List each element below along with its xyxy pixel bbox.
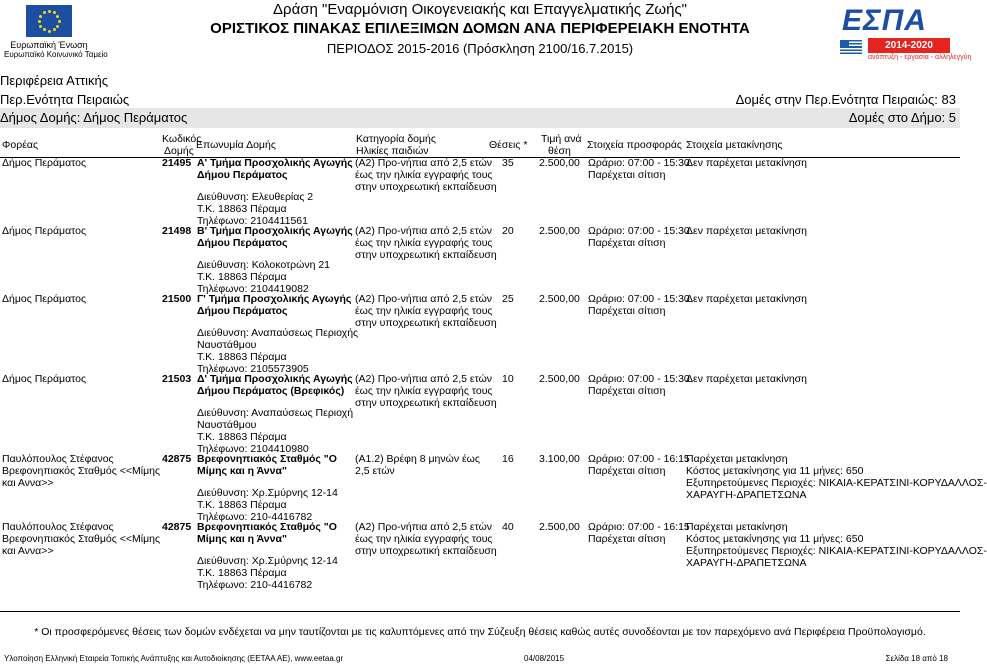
eu-star-icon	[53, 28, 56, 31]
cell-foreas: Παυλόπουλος Στέφανος	[2, 521, 114, 533]
cell-address: Τ.Κ. 18863 Πέραμα	[197, 203, 287, 215]
cell-facility-name: Β' Τμήμα Προσχολικής Αγωγής	[197, 225, 353, 237]
cell-facility-name: Α' Τμήμα Προσχολικής Αγωγής	[197, 157, 353, 169]
cell-category: έως την ηλικία εγγραφής τους	[355, 169, 493, 181]
espa-logo	[840, 2, 972, 62]
eu-flag-logo	[26, 5, 72, 37]
greek-flag-icon	[840, 40, 862, 54]
cell-address: Τ.Κ. 18863 Πέραμα	[197, 431, 287, 443]
cell-offer-hours: Ωράριο: 07:00 - 16:15	[588, 521, 690, 533]
cell-price: 2.500,00	[539, 225, 580, 237]
cell-foreas: Δήμος Περάματος	[2, 293, 87, 305]
cell-foreas: Παυλόπουλος Στέφανος	[2, 453, 114, 465]
cell-address: Διεύθυνση: Χρ.Σμύρνης 12-14	[197, 487, 338, 499]
cell-category: έως την ηλικία εγγραφής τους	[355, 237, 493, 249]
cell-offer-meals: Παρέχεται σίτιση	[588, 533, 666, 545]
cell-address: Τηλέφωνο: 2104410980	[197, 443, 309, 455]
eu-star-icon	[48, 10, 51, 13]
cell-address: Ναυστάθμου	[197, 339, 257, 351]
cell-kodikos: 42875	[162, 453, 192, 465]
cell-category: (Α2) Προ-νήπια από 2,5 ετών	[355, 373, 493, 385]
cell-address: Τ.Κ. 18863 Πέραμα	[197, 351, 287, 363]
col-header-foreas: Φορέας	[2, 139, 39, 151]
cell-price: 2.500,00	[539, 521, 580, 533]
action-title: Δράση "Εναρμόνιση Οικογενειακής και Επαγγελματικής Ζωής"	[273, 1, 687, 18]
footer-date: 04/08/2015	[524, 654, 565, 663]
col-header-kodikos: Κωδικός	[162, 133, 202, 145]
footnote: * Οι προσφερόμενες θέσεις των δομών ενδέχεται να μην ταυτίζονται με τις καλυπτόμενες από την Σύζευξη θέσεις καθώς αυτές συνοδέονται με τον παρεχόμενο ανά Περιφέρεια Προϋπολογισμό.	[34, 626, 926, 638]
cell-facility-name: Δήμου Περάματος (Βρεφικός)	[197, 385, 345, 397]
cell-offer-hours: Ωράριο: 07:00 - 15:30	[588, 373, 690, 385]
col-header-eponymia: Επωνυμία Δομής	[196, 139, 276, 151]
espa-logo-years: 2014-2020	[868, 38, 950, 53]
eu-star-icon	[53, 11, 56, 14]
cell-facility-name: Δήμου Περάματος	[197, 169, 288, 181]
cell-foreas: Βρεφονηπιακός Σταθμός <<Μίμης	[2, 533, 161, 545]
cell-facility-name: Μίμης και η Άννα"	[197, 533, 287, 545]
document-title: ΟΡΙΣΤΙΚΟΣ ΠΙΝΑΚΑΣ ΕΠΙΛΕΞΙΜΩΝ ΔΟΜΩΝ ΑΝΑ ΠΕΡΙΦΕΡΕΙΑΚΗ ΕΝΟΤΗΤΑ	[210, 20, 750, 37]
cell-price: 3.100,00	[539, 453, 580, 465]
cell-theseis: 20	[502, 225, 514, 237]
eu-logo-caption-fund: Ευρωπαϊκό Κοινωνικό Ταμείο	[4, 50, 108, 59]
cell-address: Τ.Κ. 18863 Πέραμα	[197, 567, 287, 579]
eu-star-icon	[56, 25, 59, 28]
cell-category: έως την ηλικία εγγραφής τους	[355, 305, 493, 317]
eu-star-icon	[39, 15, 42, 18]
eu-logo-caption: Ευρωπαϊκή Ένωση	[10, 40, 88, 50]
cell-kodikos: 42875	[162, 521, 192, 533]
cell-transport: Δεν παρέχεται μετακίνηση	[686, 373, 807, 385]
cell-address: Τηλέφωνο: 2104411561	[197, 215, 308, 227]
cell-kodikos: 21503	[162, 373, 192, 385]
cell-transport: Δεν παρέχεται μετακίνηση	[686, 293, 807, 305]
cell-facility-name: Μίμης και η Άννα"	[197, 465, 287, 477]
cell-transport: Δεν παρέχεται μετακίνηση	[686, 225, 807, 237]
col-header-ilikies: Ηλικίες παιδιών	[356, 145, 429, 157]
cell-address: Διεύθυνση: Ελευθερίας 2	[197, 191, 314, 203]
col-header-theseis: Θέσεις *	[489, 139, 528, 151]
cell-category: έως την ηλικία εγγραφής τους	[355, 533, 493, 545]
cell-address: Διεύθυνση: Κολοκοτρώνη 21	[197, 259, 331, 271]
eu-star-icon	[39, 25, 42, 28]
cell-facility-name: Δήμου Περάματος	[197, 305, 288, 317]
cell-address: Ναυστάθμου	[197, 419, 257, 431]
cell-transport: Εξυπηρετούμενες Περιοχές: ΝΙΚΑΙΑ-ΚΕΡΑΤΣΙΝΙ-ΚΟΡΥΔΑΛΛΟΣ-	[686, 477, 987, 489]
cell-foreas: Δήμος Περάματος	[2, 157, 87, 169]
col-header-timi-2: θέση	[548, 145, 571, 157]
cell-kodikos: 21495	[162, 157, 192, 169]
cell-address: Τ.Κ. 18863 Πέραμα	[197, 499, 287, 511]
cell-theseis: 35	[502, 157, 514, 169]
cell-transport: Δεν παρέχεται μετακίνηση	[686, 157, 807, 169]
cell-category: (Α2) Προ-νήπια από 2,5 ετών	[355, 521, 493, 533]
cell-category: στην υποχρεωτική εκπαίδευση	[355, 181, 497, 193]
eu-star-icon	[43, 28, 46, 31]
cell-category: στην υποχρεωτική εκπαίδευση	[355, 249, 497, 261]
cell-theseis: 25	[502, 293, 514, 305]
cell-theseis: 40	[502, 521, 514, 533]
municipality-count: Δομές στο Δήμο: 5	[848, 110, 956, 125]
table-bottom-divider	[0, 611, 960, 612]
regional-unit-name: Περ.Ενότητα Πειραιώς	[0, 92, 130, 107]
cell-category: 2,5 ετών	[355, 465, 395, 477]
eu-star-icon	[38, 20, 41, 23]
regional-unit-count: Δομές στην Περ.Ενότητα Πειραιώς: 83	[735, 92, 956, 107]
cell-address: Τηλέφωνο: 2105573905	[197, 363, 309, 375]
cell-offer-meals: Παρέχεται σίτιση	[588, 169, 666, 181]
cell-transport: Κόστος μετακίνησης για 11 μήνες: 650	[686, 465, 864, 477]
cell-foreas: και Αννα>>	[2, 477, 54, 489]
cell-facility-name: Γ' Τμήμα Προσχολικής Αγωγής	[197, 293, 352, 305]
footer-implementation: Υλοποίηση Ελληνική Εταιρεία Τοπικής Ανάπτυξης και Αυτοδιοίκησης (ΕΕΤΑΑ ΑΕ), www.eetaa.gr	[4, 654, 344, 663]
cell-transport: Παρέχεται μετακίνηση	[686, 521, 788, 533]
cell-facility-name: Βρεφονηπιακός Σταθμός "Ο	[197, 453, 337, 465]
cell-category: (Α2) Προ-νήπια από 2,5 ετών	[355, 225, 493, 237]
cell-transport: Κόστος μετακίνησης για 11 μήνες: 650	[686, 533, 864, 545]
col-header-kodikos-2: Δομής	[164, 145, 194, 157]
eu-star-icon	[43, 11, 46, 14]
cell-transport: ΧΑΡΑΥΓΗ-ΔΡΑΠΕΤΣΩΝΑ	[686, 489, 807, 501]
cell-category: (Α2) Προ-νήπια από 2,5 ετών	[355, 157, 493, 169]
footer-page: Σελίδα 18 από 18	[885, 654, 948, 663]
cell-offer-hours: Ωράριο: 07:00 - 15:30	[588, 293, 690, 305]
espa-logo-word: ΕΣΠΑ	[842, 4, 927, 37]
region-name: Περιφέρεια Αττικής	[0, 73, 109, 88]
cell-offer-meals: Παρέχεται σίτιση	[588, 305, 666, 317]
cell-address: Τηλέφωνο: 210-4416782	[197, 579, 313, 591]
cell-address: Τηλέφωνο: 2104419082	[197, 283, 309, 295]
espa-logo-slogan: ανάπτυξη - εργασία - αλληλεγγύη	[868, 54, 972, 61]
cell-address: Τηλέφωνο: 210-4416782	[197, 511, 313, 523]
cell-address: Διεύθυνση: Χρ.Σμύρνης 12-14	[197, 555, 338, 567]
cell-price: 2.500,00	[539, 373, 580, 385]
col-header-timi: Τιμή ανά	[541, 133, 582, 145]
cell-offer-hours: Ωράριο: 07:00 - 15:30	[588, 157, 690, 169]
cell-foreas: και Αννα>>	[2, 545, 54, 557]
cell-transport: ΧΑΡΑΥΓΗ-ΔΡΑΠΕΤΣΩΝΑ	[686, 557, 807, 569]
cell-offer-meals: Παρέχεται σίτιση	[588, 465, 666, 477]
cell-facility-name: Βρεφονηπιακός Σταθμός "Ο	[197, 521, 337, 533]
cell-address: Διεύθυνση: Αναπαύσεως Περιοχή	[197, 407, 354, 419]
cell-offer-hours: Ωράριο: 07:00 - 16:15	[588, 453, 690, 465]
cell-category: έως την ηλικία εγγραφής τους	[355, 385, 493, 397]
cell-transport: Παρέχεται μετακίνηση	[686, 453, 788, 465]
cell-foreas: Δήμος Περάματος	[2, 373, 87, 385]
cell-facility-name: Δ' Τμήμα Προσχολικής Αγωγής	[197, 373, 353, 385]
cell-offer-meals: Παρέχεται σίτιση	[588, 237, 666, 249]
col-header-katigoria: Κατηγορία δομής	[356, 133, 436, 145]
cell-category: (Α1.2) Βρέφη 8 μηνών έως	[355, 453, 480, 465]
cell-category: στην υποχρεωτική εκπαίδευση	[355, 397, 497, 409]
cell-foreas: Δήμος Περάματος	[2, 225, 87, 237]
col-header-metakinisi: Στοιχεία μετακίνησης	[686, 139, 783, 151]
cell-foreas: Βρεφονηπιακός Σταθμός <<Μίμης	[2, 465, 161, 477]
period-subtitle: ΠΕΡΙΟΔΟΣ 2015-2016 (Πρόσκληση 2100/16.7.2015)	[326, 41, 634, 56]
cell-facility-name: Δήμου Περάματος	[197, 237, 288, 249]
cell-theseis: 16	[502, 453, 514, 465]
cell-address: Διεύθυνση: Αναπαύσεως Περιοχής	[197, 327, 359, 339]
eu-star-icon	[48, 30, 51, 33]
cell-kodikos: 21498	[162, 225, 192, 237]
cell-offer-meals: Παρέχεται σίτιση	[588, 385, 666, 397]
cell-price: 2.500,00	[539, 293, 580, 305]
cell-transport: Εξυπηρετούμενες Περιοχές: ΝΙΚΑΙΑ-ΚΕΡΑΤΣΙΝΙ-ΚΟΡΥΔΑΛΛΟΣ-	[686, 545, 987, 557]
col-header-prosfora: Στοιχεία προσφοράς	[587, 139, 682, 151]
eu-star-icon	[56, 15, 59, 18]
cell-address: Τ.Κ. 18863 Πέραμα	[197, 271, 287, 283]
cell-category: στην υποχρεωτική εκπαίδευση	[355, 545, 497, 557]
eu-star-icon	[58, 20, 61, 23]
cell-category: στην υποχρεωτική εκπαίδευση	[355, 317, 497, 329]
cell-offer-hours: Ωράριο: 07:00 - 15:30	[588, 225, 690, 237]
cell-category: (Α2) Προ-νήπια από 2,5 ετών	[355, 293, 493, 305]
cell-price: 2.500,00	[539, 157, 580, 169]
cell-theseis: 10	[502, 373, 514, 385]
municipality-name: Δήμος Δομής: Δήμος Περάματος	[0, 110, 188, 125]
cell-kodikos: 21500	[162, 293, 192, 305]
